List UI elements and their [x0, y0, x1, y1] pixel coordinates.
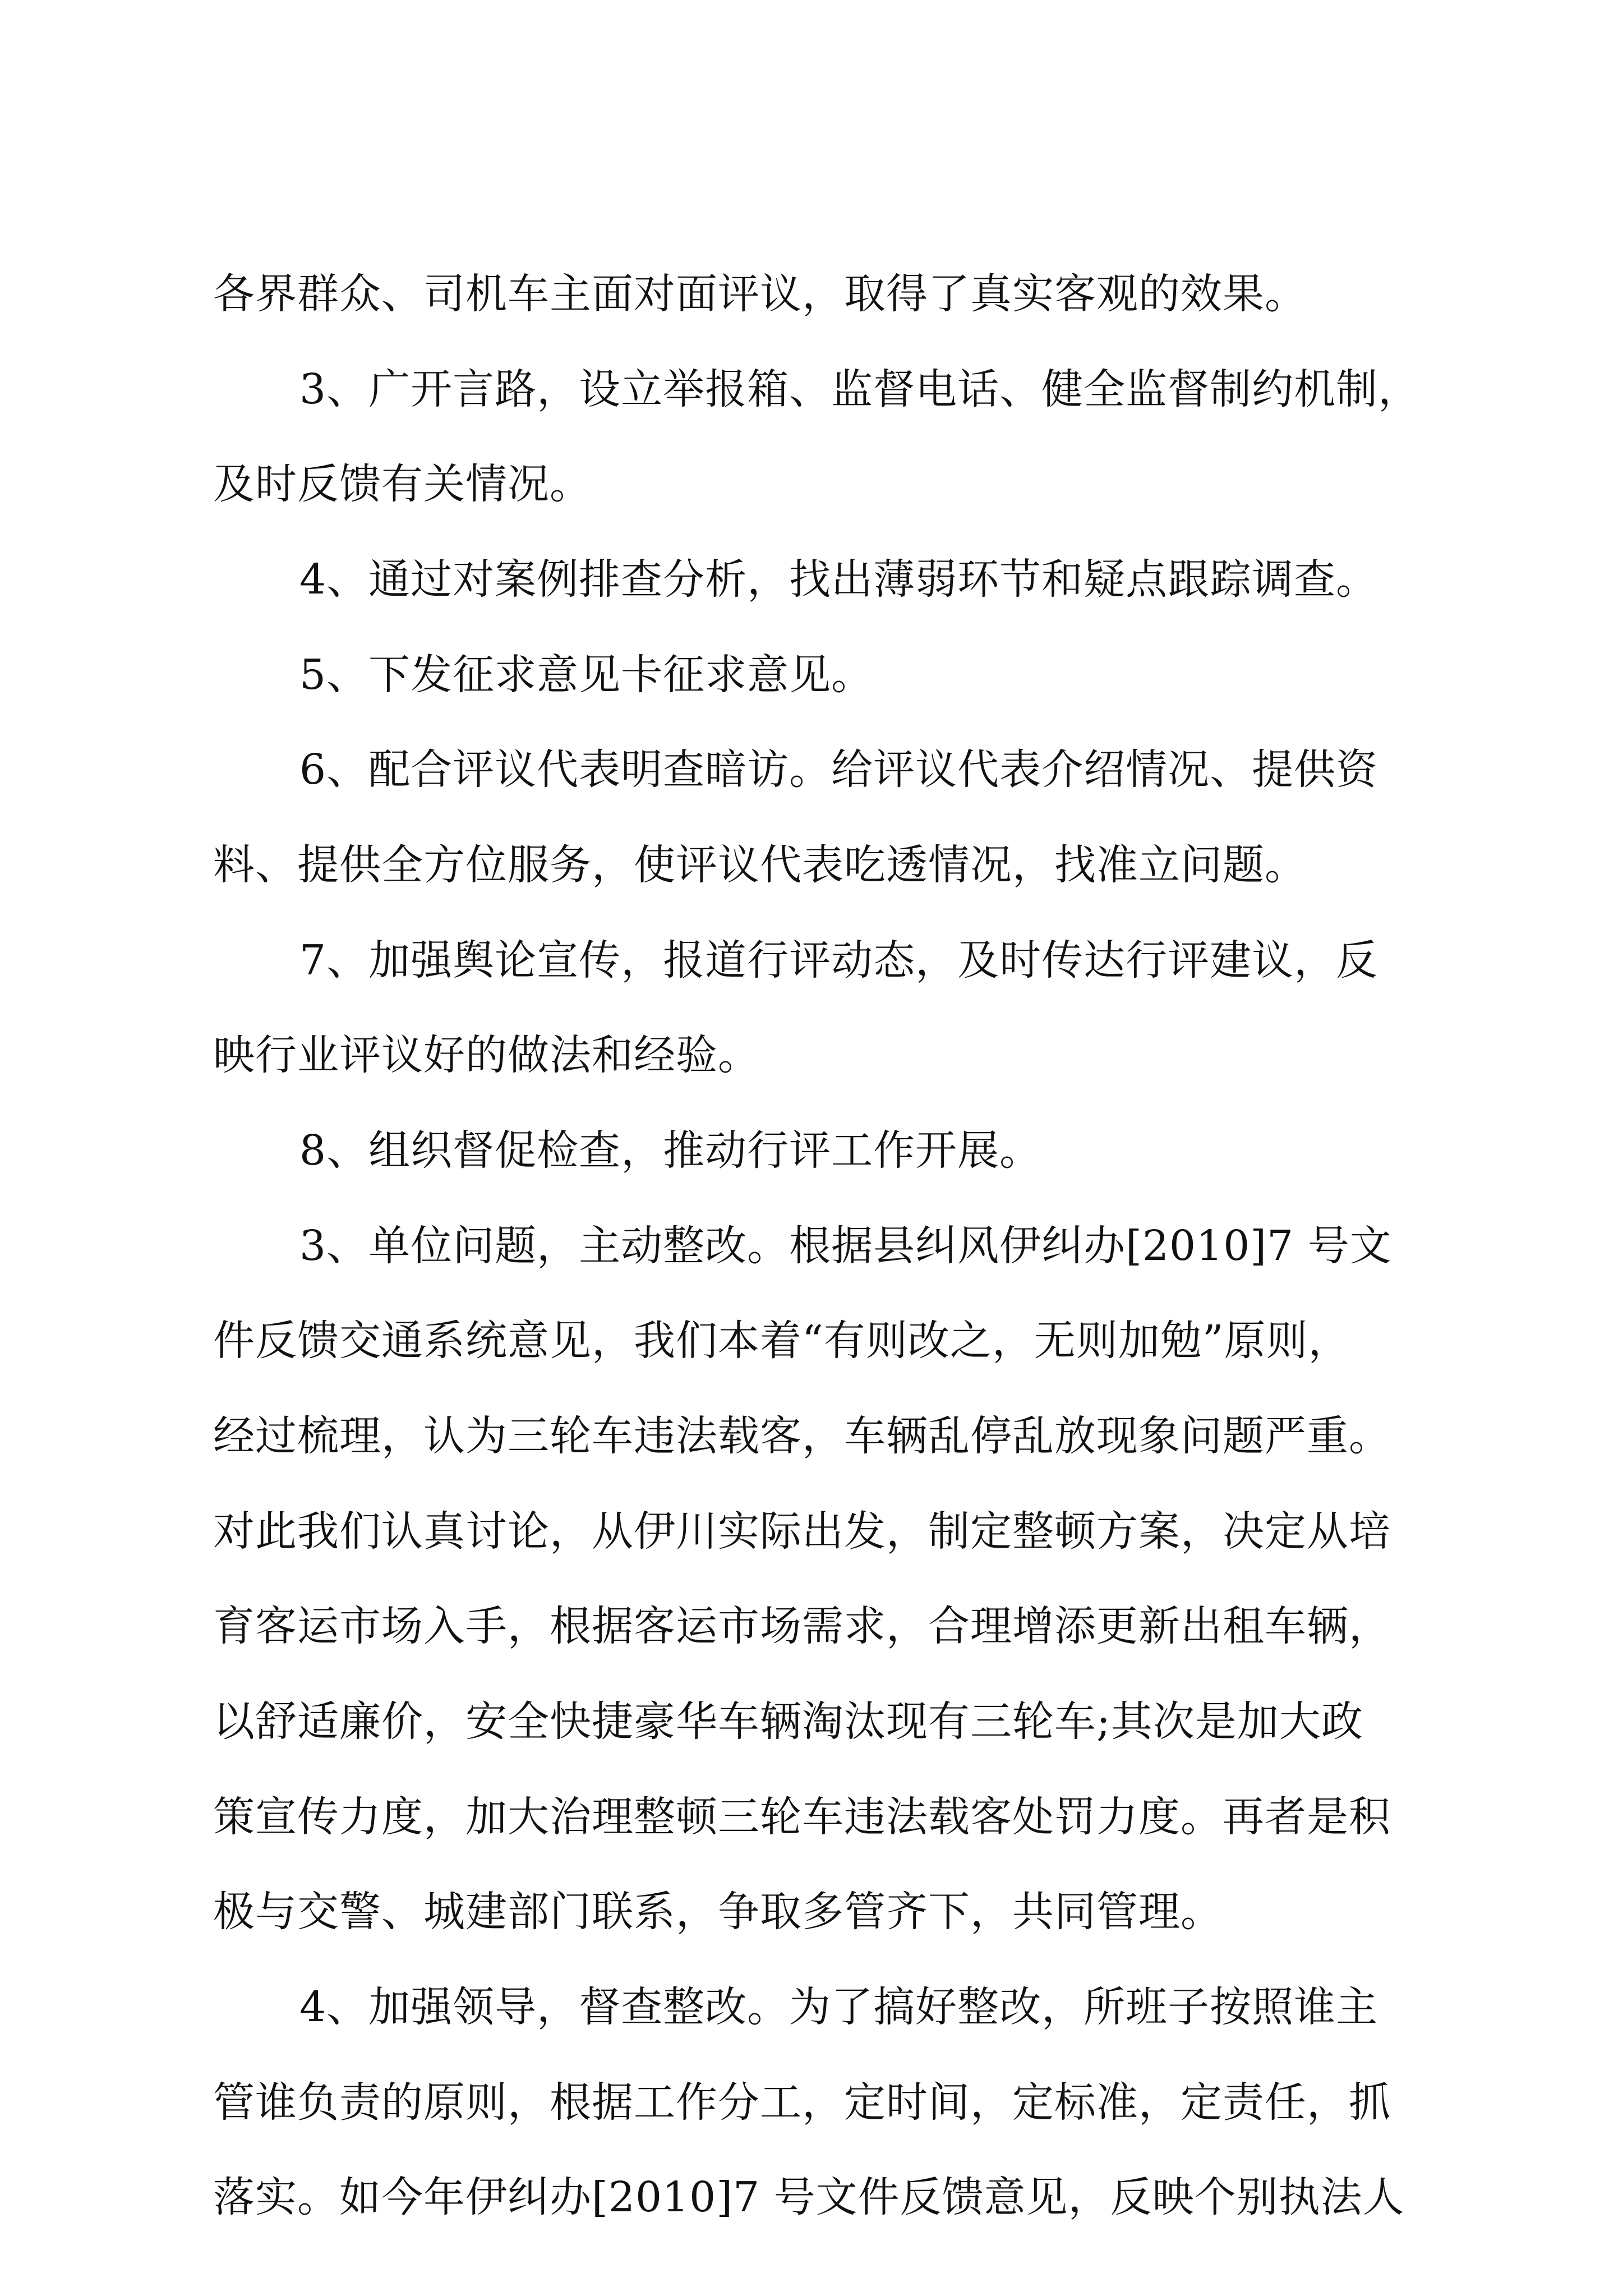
paragraph-line: 料、提供全方位服务，使评议代表吃透情况，找准立问题。 — [213, 841, 1307, 889]
paragraph-line: 管谁负责的原则，根据工作分工，定时间，定标准，定责任，抓 — [213, 2078, 1391, 2127]
paragraph-line: 对此我们认真讨论，从伊川实际出发，制定整顿方案，决定从培 — [213, 1507, 1391, 1556]
paragraph-line: 以舒适廉价，安全快捷豪华车辆淘汰现有三轮车;其次是加大政 — [213, 1697, 1363, 1746]
paragraph-line: 件反馈交通系统意见，我们本着“有则改之，无则加勉”原则， — [213, 1317, 1350, 1365]
paragraph-line: 经过梳理，认为三轮车违法载客，车辆乱停乱放现象问题严重。 — [213, 1412, 1391, 1460]
paragraph-line: 4、通过对案例排查分析，找出薄弱环节和疑点跟踪调查。 — [299, 555, 1378, 604]
paragraph-line: 8、组织督促检查，推动行评工作开展。 — [299, 1126, 1042, 1175]
paragraph-line: 极与交警、城建部门联系，争取多管齐下，共同管理。 — [213, 1888, 1223, 1936]
paragraph-line: 5、下发征求意见卡征求意见。 — [299, 651, 874, 699]
paragraph-line: 落实。如今年伊纠办[2010]7 号文件反馈意见，反映个别执法人 — [213, 2173, 1405, 2221]
paragraph-line: 策宣传力度，加大治理整顿三轮车违法载客处罚力度。再者是积 — [213, 1793, 1391, 1841]
paragraph-line: 3、单位问题，主动整改。根据县纠风伊纠办[2010]7 号文 — [299, 1222, 1392, 1270]
paragraph-line: 各界群众、司机车主面对面评议，取得了真实客观的效果。 — [213, 270, 1307, 318]
paragraph-line: 6、配合评议代表明查暗访。给评议代表介绍情况、提供资 — [299, 746, 1378, 794]
paragraph-line: 育客运市场入手，根据客运市场需求，合理增添更新出租车辆， — [213, 1602, 1391, 1650]
paragraph-line: 映行业评议好的做法和经验。 — [213, 1031, 760, 1079]
paragraph-line: 7、加强舆论宣传，报道行评动态，及时传达行评建议，反 — [299, 936, 1378, 984]
paragraph-line: 3、广开言路，设立举报箱、监督电话、健全监督制约机制， — [299, 365, 1421, 413]
paragraph-line: 及时反馈有关情况。 — [213, 460, 592, 508]
paragraph-line: 4、加强领导，督查整改。为了搞好整改，所班子按照谁主 — [299, 1983, 1378, 2031]
